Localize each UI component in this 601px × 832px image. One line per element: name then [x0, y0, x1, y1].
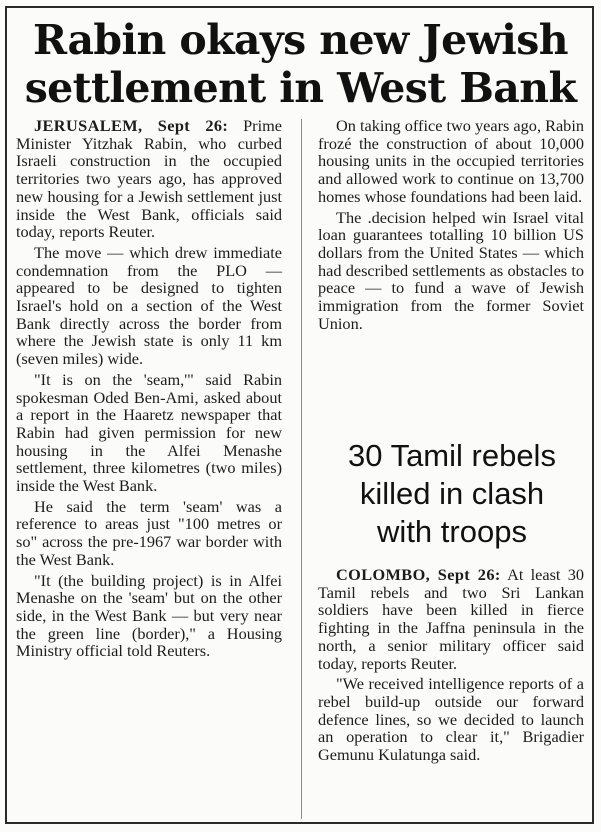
left-paragraph: "It (the building project) is in Alfei Menashe on the 'seam' but on the other side, in the West Bank — but very near the green line (border)," a Housing Ministry official told Reuters. — [16, 570, 282, 661]
column-divider — [301, 119, 302, 819]
second-paragraph: "We received intelligence reports of a rebel build-up outside our forward defence lines, so we decided to launch an operation to clear it," Brigadier Gemunu Kulatunga said. — [318, 674, 584, 765]
paragraph-text: Prime Minister Yitzhak Rabin, who curbed Israeli construction in the occupied territories two years ago, has approved new housing for a Jewish settlement just inside the West Bank, officials said today, reports Reuter. — [16, 116, 282, 242]
dateline: JERUSALEM, Sept 26: — [34, 116, 229, 135]
left-paragraph — [16, 117, 282, 241]
headline-line-2: settlement in West Bank — [24, 64, 577, 112]
dateline: COLOMBO, Sept 26: — [336, 565, 501, 584]
left-column — [16, 117, 282, 663]
right-paragraph: The .decision helped win Israel vital loan guarantees totalling 10 billion US dollars from the United States — which had described settlements as obstacles to peace — to fund a wave of Jewish immigration from the former Soviet Union. — [318, 207, 584, 333]
second-headline-line-2: killed in clash — [359, 476, 545, 511]
left-paragraph: He said the term 'seam' was a reference to areas just "100 metres or so" across the pre-1967 war border with the West Bank. — [16, 496, 282, 569]
second-headline-line-3: with troops — [377, 514, 527, 549]
paragraph-text: At least 30 Tamil rebels and two Sri Lankan soldiers have been killed in fierce fighting in the Jaffna peninsula in the north, a senior military officer said today, reports Reuter. — [318, 565, 584, 673]
right-paragraph: On taking office two years ago, Rabin frozé the construction of about 10,000 housing units in the occupied territories and allowed work to continue on 13,700 homes whose foundations had been laid. — [318, 116, 584, 206]
second-paragraph — [318, 566, 584, 672]
second-article-body — [318, 566, 584, 767]
left-paragraph: The move — which drew immediate condemnation from the PLO — appeared to be designed to tighten Israel's hold on a section of the West Bank directly across the border from where the Jewish state is only 11 km (seven miles) wide. — [16, 242, 282, 369]
left-paragraph: "It is on the 'seam,'" said Rabin spokesman Oded Ben-Ami, asked about a report in the Haaretz newspaper that Rabin had given permission for new housing in the Alfei Menashe settlement, three kilometres (two miles) inside the West Bank. — [16, 369, 282, 496]
right-column — [318, 117, 584, 335]
second-headline-line-1: 30 Tamil rebels — [348, 438, 556, 473]
headline-line-1: Rabin okays new Jewish — [33, 16, 568, 64]
